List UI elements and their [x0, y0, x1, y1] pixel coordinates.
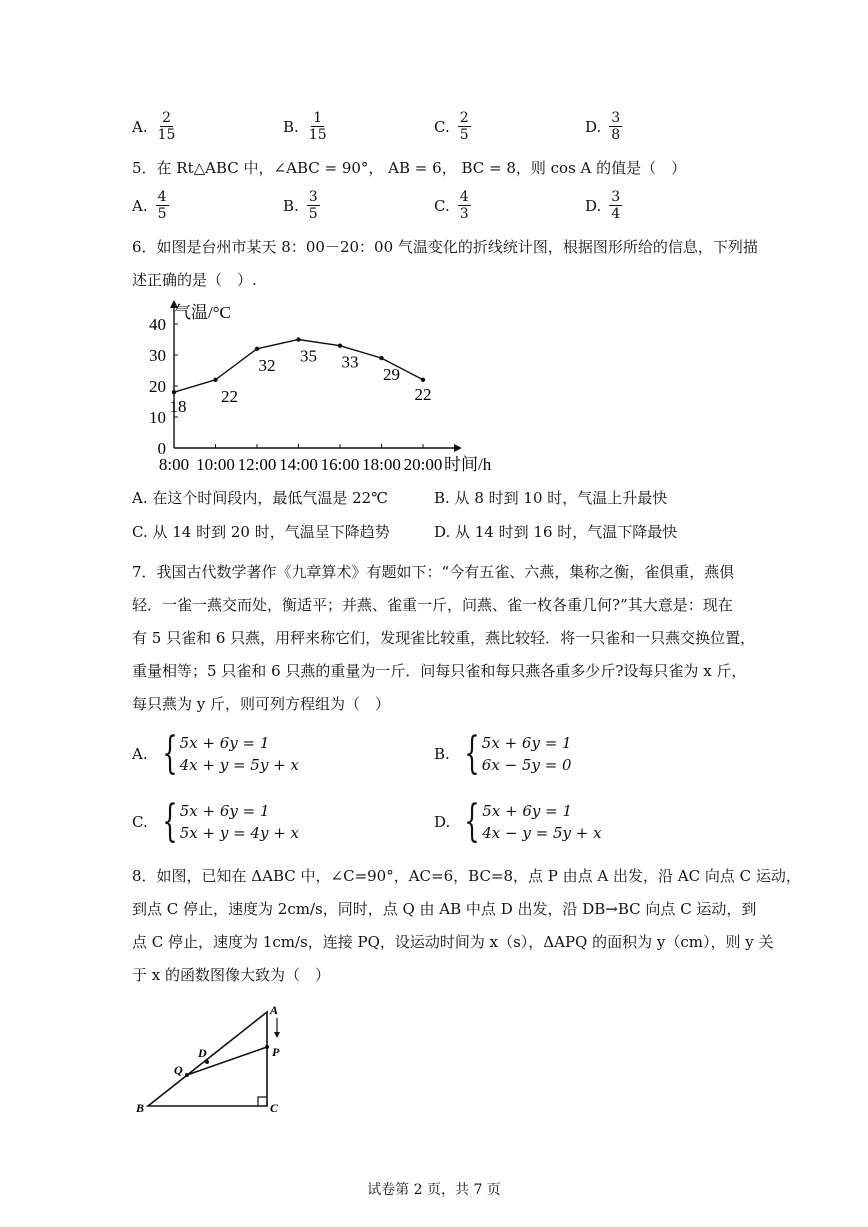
label-b: B — [136, 1101, 145, 1115]
question-6-stem-line1: 6．如图是台州市某天 8：00－20：00 气温变化的折线统计图，根据图形所给的信息，下列描 — [132, 238, 758, 256]
option-letter: A. — [132, 196, 148, 215]
label-c: C — [270, 1101, 279, 1115]
fraction — [458, 110, 471, 143]
fraction — [307, 189, 320, 222]
option-c — [434, 189, 471, 222]
question-8-line: 8．如图，已知在 ΔABC 中，∠C=90°，AC=6，BC=8，点 P 由点 A 出发，沿 AC 向点 C 运动， — [132, 867, 801, 885]
question-8-line: 到点 C 停止，速度为 2cm/s，同时，点 Q 由 AB 中点 D 出发，沿 DB→BC 向点 C 运动，到 — [132, 900, 757, 918]
data-label: 29 — [383, 365, 400, 385]
option-letter: B. — [283, 196, 299, 215]
y-tick-label: 40 — [149, 315, 166, 334]
equation-2: 4x − y = 5y + x — [482, 824, 602, 842]
option-c — [132, 796, 299, 847]
data-label: 32 — [258, 355, 276, 375]
option-a: A. 在这个时间段内，最低气温是 22℃ — [132, 489, 389, 507]
option-letter: B. — [434, 745, 450, 763]
denominator: 5 — [157, 206, 167, 222]
data-point — [213, 378, 217, 382]
data-label: 22 — [414, 384, 432, 404]
numerator: 2 — [162, 110, 171, 126]
point-d — [205, 1060, 209, 1064]
numerator: 3 — [611, 110, 621, 126]
denominator: 3 — [459, 206, 469, 222]
question-7-line: 重量相等；5 只雀和 6 只燕的重量为一斤．问每只雀和每只燕各重多少斤?设每只雀为 x 斤， — [132, 662, 747, 680]
option-letter: C. — [132, 813, 148, 831]
brace-icon: { — [464, 796, 480, 847]
y-tick-label: 30 — [149, 346, 166, 365]
right-angle-mark — [258, 1097, 267, 1106]
option-c — [434, 110, 471, 143]
x-tick-label: 16:00 — [320, 455, 360, 474]
option-letter: D. — [434, 813, 451, 831]
fraction — [458, 189, 471, 222]
equation-system — [156, 728, 299, 779]
x-tick-label: 8:00 — [158, 455, 190, 474]
option-d — [585, 110, 622, 143]
equation-system — [156, 796, 299, 847]
equation-1: 5x + 6y = 1 — [179, 734, 270, 752]
question-8-line: 点 C 停止，速度为 1cm/s，连接 PQ，设运动时间为 x（s），ΔAPQ 的面积为 y（cm），则 y 关 — [132, 933, 774, 951]
option-letter: A. — [132, 745, 148, 763]
equation-1: 5x + 6y = 1 — [481, 734, 572, 752]
equation-2: 4x + y = 5y + x — [179, 756, 299, 774]
option-a — [132, 728, 299, 779]
numerator: 3 — [611, 189, 621, 205]
denominator: 5 — [308, 206, 318, 222]
y-tick-label: 0 — [157, 439, 166, 458]
brace-icon: { — [162, 796, 178, 847]
triangle-figure — [130, 1000, 300, 1120]
option-a — [132, 189, 169, 222]
y-axis-label: 气温/°C — [174, 303, 231, 322]
numerator: 2 — [459, 110, 469, 126]
point-q — [185, 1073, 189, 1077]
label-p: P — [272, 1045, 280, 1059]
denominator: 5 — [459, 127, 469, 143]
label-q: Q — [174, 1063, 183, 1077]
denominator: 15 — [157, 127, 176, 143]
label-d: D — [198, 1046, 207, 1060]
y-tick-label: 20 — [149, 377, 166, 396]
option-letter: A. — [132, 117, 148, 136]
x-tick-label: 18:00 — [362, 455, 401, 474]
label-a: A — [270, 1003, 279, 1017]
x-tick-label: 14:00 — [279, 455, 318, 474]
question-7-line: 7．我国古代数学著作《九章算术》有题如下：“今有五雀、六燕，集称之衡，雀俱重，燕俱 — [132, 563, 735, 581]
equation-1: 5x + 6y = 1 — [482, 802, 573, 820]
equation-2: 5x + y = 4y + x — [179, 824, 299, 842]
option-letter: B. — [283, 117, 299, 136]
numerator: 1 — [313, 110, 323, 126]
data-label: 22 — [221, 386, 238, 406]
numerator: 4 — [157, 189, 167, 205]
option-b: B. 从 8 时到 10 时，气温上升最快 — [434, 489, 668, 507]
point-p — [265, 1045, 269, 1049]
fraction — [156, 110, 178, 143]
data-point — [421, 378, 425, 382]
equation-system — [458, 728, 572, 779]
brace-icon: { — [161, 728, 178, 779]
data-point — [255, 347, 259, 351]
denominator: 4 — [611, 206, 621, 222]
option-letter: C. — [434, 117, 450, 136]
denominator: 15 — [308, 127, 327, 143]
question-5-stem: 5．在 Rt△ABC 中，∠ABC = 90°， AB = 6， BC = 8，则 cos A 的值是（ ） — [132, 159, 687, 177]
option-d — [434, 796, 602, 847]
arrow-head-icon — [274, 1032, 280, 1038]
fraction — [307, 110, 329, 143]
data-point — [296, 337, 300, 341]
x-tick-label: 10:00 — [196, 455, 235, 474]
fraction — [609, 110, 622, 143]
fraction — [156, 189, 169, 222]
option-letter: C. — [434, 196, 450, 215]
data-point — [172, 390, 176, 394]
denominator: 8 — [611, 127, 621, 143]
fraction — [609, 189, 622, 222]
option-letter: D. — [585, 117, 602, 136]
option-d: D. 从 14 时到 16 时，气温下降最快 — [434, 523, 678, 541]
equation-system — [458, 796, 602, 847]
triangle-abc — [148, 1012, 267, 1106]
option-b — [283, 189, 320, 222]
y-tick-label: 10 — [149, 408, 166, 427]
x-tick-label: 20:00 — [403, 455, 443, 474]
numerator: 4 — [459, 189, 469, 205]
question-6-stem-line2: 述正确的是（ ）. — [132, 271, 257, 289]
question-7-line: 有 5 只雀和 6 只燕，用秤来称它们，发现雀比较重，燕比较轻．将一只雀和一只燕交换位置， — [132, 629, 756, 647]
question-7-line: 每只燕为 y 斤，则可列方程组为（ ） — [132, 695, 391, 713]
temperature-line-chart — [130, 298, 510, 478]
x-axis-arrow-icon — [454, 444, 462, 452]
x-axis-label: 时间/h — [444, 455, 492, 474]
question-8-line: 于 x 的函数图像大致为（ ） — [132, 966, 330, 984]
option-b — [434, 728, 572, 779]
equation-2: 6x − 5y = 0 — [481, 756, 572, 774]
option-b — [283, 110, 329, 143]
option-c: C. 从 14 时到 20 时，气温呈下降趋势 — [132, 523, 390, 541]
x-tick-label: 12:00 — [237, 455, 277, 474]
data-point — [338, 344, 342, 348]
numerator: 3 — [308, 189, 318, 205]
data-point — [379, 356, 383, 360]
data-label: 35 — [300, 346, 317, 366]
data-label: 18 — [169, 397, 187, 417]
brace-icon: { — [464, 728, 480, 779]
option-a — [132, 110, 177, 143]
data-label: 33 — [341, 352, 359, 372]
option-letter: D. — [585, 196, 602, 215]
question-7-line: 轻．一雀一燕交而处，衡适平；并燕、雀重一斤，问燕、雀一枚各重几何?”其大意是：现在 — [132, 596, 733, 614]
option-d — [585, 189, 622, 222]
page-footer: 试卷第 2 页，共 7 页 — [367, 1182, 501, 1198]
equation-1: 5x + 6y = 1 — [179, 802, 270, 820]
